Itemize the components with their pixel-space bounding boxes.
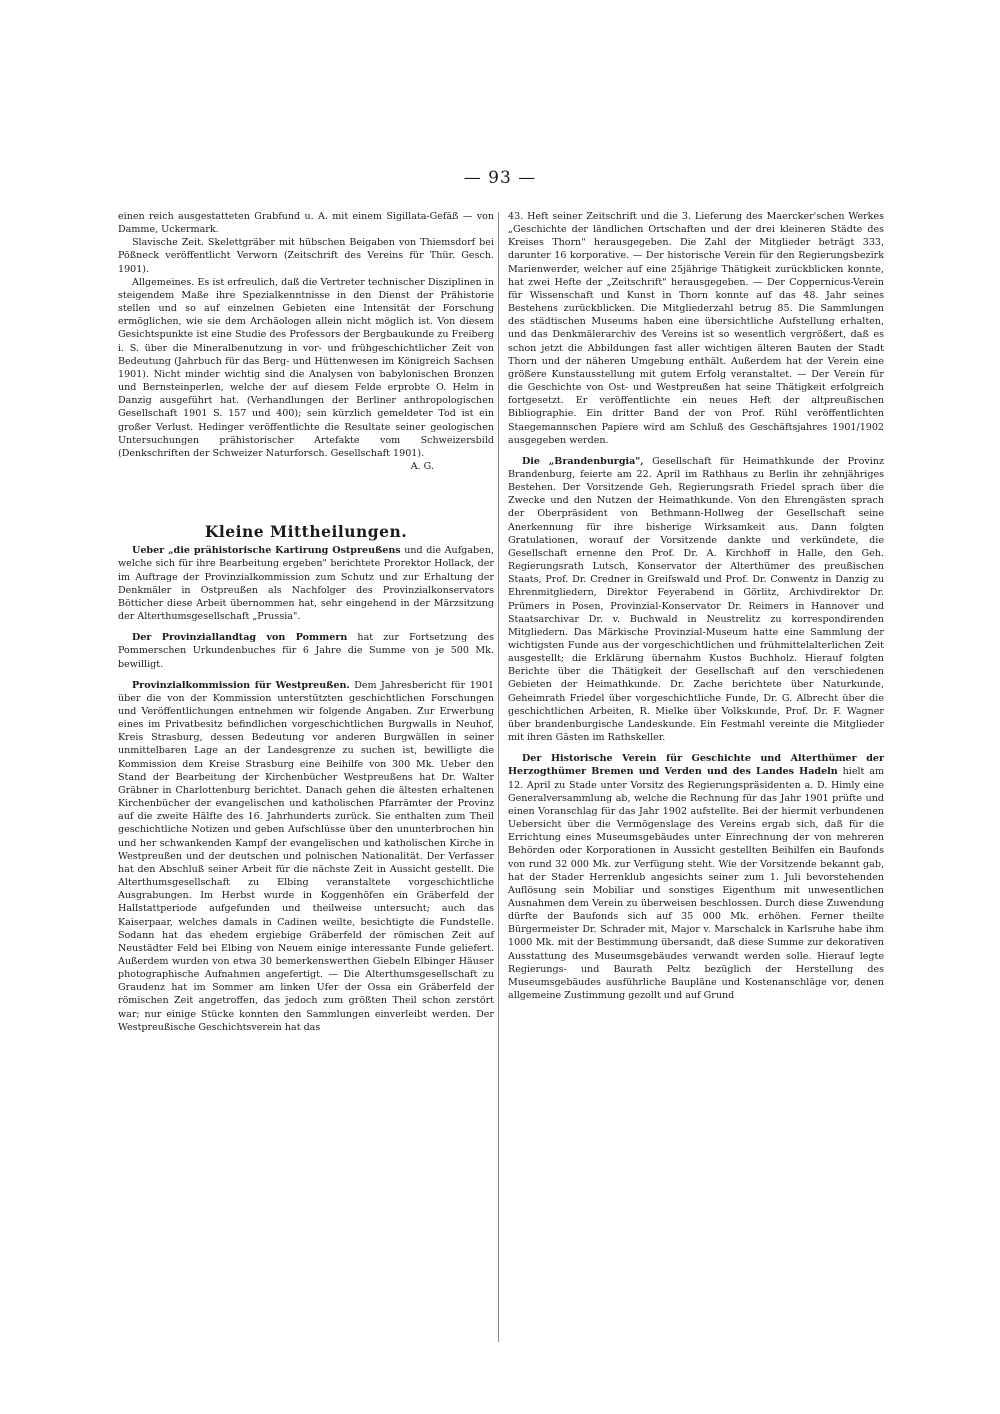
paragraph-bremen-verden: [508, 752, 884, 1002]
paragraph-pommern: [118, 631, 494, 670]
right-column: [508, 210, 884, 1002]
paragraph-kartirung-body: und die Aufgaben, welche sich für ihre Bearbeitung ergeben" berichtete Prorektor Hollack, der im Auftrage der Provinzialkommission zum Schutz und zur Erhaltung der Denkmäler in Ostpreußen als Nachfolger des Provinzialkonservators Bötticher diese Arbeit übernommen hat, sehr eingehend in der Märzsitzung der Alterthumsgesellschaft „Prussia".: [118, 545, 494, 623]
paragraph-grabfund: einen reich ausgestatteten Grabfund u. A. mit einem Sigillata-Gefäß — von Damme, Uckermark.: [118, 211, 494, 236]
paragraph-allgemeines: Allgemeines. Es ist erfreulich, daß die Vertreter technischer Disziplinen in steigendem Maße ihre Spezialkenntnisse in den Dienst der Prähistorie stellen und so auf einzelnen Gebieten eine Intensität der Forschung ermöglichen, wie sie dem Archäologen allein nicht möglich ist. Von diesem Gesichtspunkte ist eine Studie des Professors der Bergbaukunde zu Freiberg i. S. über die Mineralbenutzung in vor- und frühgeschichtlicher Zeit von Bedeutung (Jahrbuch für das Berg- und Hüttenwesen im Königreich Sachsen 1901). Nicht minder wichtig sind die Analysen von babylonischen Bronzen und Bernsteinperlen, welche der auf diesem Felde erprobte O. Helm in Danzig ausgeführt hat. (Verhandlungen der Berliner anthropologischen Gesellschaft 1901 S. 157 und 400); sein kürzlich gemeldeter Tod ist ein großer Verlust. Hedinger veröffentlichte die Resultate seiner geologischen Untersuchungen prähistorischer Artefakte vom Schweizersbild (Denkschriften der Schweizer Naturforsch. Gesellschaft 1901).: [118, 276, 494, 459]
paragraph-brandenburgia-lead: Die „Brandenburgia",: [522, 455, 644, 467]
paragraph-kartirung: [118, 544, 494, 623]
column-divider: [498, 212, 499, 1342]
paragraph-brandenburgia: [508, 455, 884, 744]
left-column: [118, 210, 494, 1034]
paragraph-kartirung-lead: Ueber „die prähistorische Kartirung Ostpreußens: [132, 545, 401, 557]
paragraph-brandenburgia-body: Gesellschaft für Heimathkunde der Provinz Brandenburg, feierte am 22. April im Rathhaus zu Berlin ihr zehnjähriges Bestehen. Der Vorsitzende Geh. Regierungsrath Friedel sprach über die Zwecke und den Nutzen der Heimathkunde. Von den Ehrengästen sprach der Oberpräsident von Bethmann-Hollweg der Gesellschaft seine Anerkennung für ihre bisherige Wirksamkeit aus. Dann folgten Gratulationen, worauf der Vorsitzende dankte und verkündete, die Gesellschaft ernenne den Prof. Dr. A. Kirchhoff in Halle, den Geh. Regierungsrath Lutsch, Konservator der Alterthümer des preußischen Staats, Prof. Dr. Credner in Greifswald und Prof. Dr. Conwentz in Danzig zu Ehrenmitgliedern, Direktor Feyerabend in Görlitz, Archivdirektor Dr. Prümers in Posen, Provinzial-Konservator Dr. Reimers in Hannover und Staatsarchivar Dr. v. Buchwald in Neustrelitz zu korrespondirenden Mitgliedern. Das Märkische Provinzial-Museum hatte eine Sammlung der wichtigsten Funde aus der vorgeschichtlichen und frühmittelalterlichen Zeit ausgestellt; die Erklärung übernahm Kustos Buchholz. Hierauf folgten Berichte über die Thätigkeit der Gesellschaft auf den verschiedenen Gebieten der Heimathkunde. Dr. Zache berichtete über Naturkunde, Geheimrath Friedel über vorgeschichtliche Funde, Dr. G. Albrecht über die geschichtlichen Arbeiten, R. Mielke über Volkskunde, Prof. Dr. F. Wagner über brandenburgische Landeskunde. Ein Festmahl vereinte die Mitglieder mit ihren Gästen im Rathskeller.: [508, 455, 884, 744]
paragraph-pommern-body: hat zur Fortsetzung des Pommerschen Urkundenbuches für 6 Jahre die Summe von je 500 Mk. bewilligt.: [118, 632, 494, 670]
paragraph-pommern-lead: Der Provinziallandtag von Pommern: [132, 632, 348, 644]
page-number: — 93 —: [463, 168, 537, 188]
paragraph-vereine: 43. Heft seiner Zeitschrift und die 3. Lieferung des Maercker'schen Werkes „Geschichte der ländlichen Ortschaften und der drei kleineren Städte des Kreises Thorn" herausgegeben. Die Zahl der Mitglieder beträgt 333, darunter 16 korporative. — Der historische Verein für den Regierungsbezirk Marienwerder, welcher auf eine 25jährige Thätigkeit zurückblicken konnte, hat zwei Hefte der „Zeitschrift" herausgegeben. — Der Coppernicus-Verein für Wissenschaft und Kunst in Thorn konnte auf das 48. Jahr seines Bestehens zurückblicken. Die Mitgliederzahl betrug 85. Die Sammlungen des städtischen Museums haben eine übersichtliche Aufstellung erhalten, und das Denkmälerarchiv des Vereins ist so wesentlich vergrößert, daß es schon jetzt die Abbildungen fast aller wichtigen älteren Bauten der Stadt Thorn und der näheren Umgebung enthält. Außerdem hat der Verein eine größere Kunstausstellung mit gutem Erfolg veranstaltet. — Der Verein für die Geschichte von Ost- und Westpreußen hat seine Thätigkeit erfolgreich fortgesetzt. Er veröffentlichte ein neues Heft der altpreußischen Bibliographie. Ein dritter Band der von Prof. Rühl veröffentlichten Staegemannschen Papiere wird am Schluß des Geschäftsjahres 1901/1902 ausgegeben werden.: [508, 211, 884, 446]
author-signature: A. G.: [410, 460, 434, 472]
section-title: Kleine Mittheilungen.: [204, 522, 408, 542]
paragraph-westpreussen: [118, 679, 494, 1034]
paragraph-westpreussen-lead: Provinzialkommission für Westpreußen.: [132, 679, 350, 691]
paragraph-westpreussen-body: Dem Jahresbericht für 1901 über die von der Kommission unterstützten geschichtlichen Forschungen und Veröffentlichungen entnehmen wir folgende Angaben. Zur Erwerbung eines im Privatbesitz befindlichen vorgeschichtlichen Burgwalls in Neuhof, Kreis Strasburg, dessen Bedeutung vor anderen Burgwällen in seiner unmittelbaren Lage an der Landesgrenze zu suchen ist, bewilligte die Kommission dem Kreise Strasburg eine Beihilfe von 300 Mk. Ueber den Stand der Bearbeitung der Kirchenbücher Westpreußens hat Dr. Walter Gräbner in Charlottenburg berichtet. Danach gehen die ältesten erhaltenen Kirchenbücher der evangelischen und katholischen Pfarrämter der Provinz auf die zweite Hälfte des 16. Jahrhunderts zurück. Sie enthalten zum Theil geschichtliche Notizen und geben Aufschlüsse über den ununterbrochen hin und her schwankenden Kampf der evangelischen und katholischen Kirche in Westpreußen und der deutschen und polnischen Nationalität. Der Verfasser hat den Abschluß seiner Arbeit für die nächste Zeit in Aussicht gestellt. Die Alterthumsgesellschaft zu Elbing veranstaltete vorgeschichtliche Ausgrabungen. Im Herbst wurde in Koggenhöfen ein Gräberfeld der Hallstattperiode aufgefunden und theilweise untersucht; auch das Kaiserpaar, welches damals in Cadinen weilte, besichtigte die Fundstelle. Sodann hat das ehedem ergiebige Gräberfeld der römischen Zeit auf Neustädter Feld bei Elbing von Neuem einige interessante Funde geliefert. Außerdem wurden von etwa 30 bemerkenswerthen Giebeln Elbinger Häuser photographische Aufnahmen angefertigt. — Die Alterthumsgesellschaft zu Graudenz hat im Sommer am linken Ufer der Ossa ein Gräberfeld der römischen Zeit angetroffen, das jedoch zum größten Theil schon zerstört war; nur einige Stücke konnten den Sammlungen einverleibt werden. Der Westpreußische Geschichtsverein hat das: [118, 679, 494, 1033]
paragraph-bremen-verden-lead: Der Historische Verein für Geschichte und Alterthümer der Herzogthümer Bremen und Verden und des Landes Hadeln: [508, 753, 884, 778]
paragraph-slavische-zeit: Slavische Zeit. Skelettgräber mit hübschen Beigaben von Thiemsdorf bei Pößneck veröffentlicht Verworn (Zeitschrift des Vereins für Thür. Gesch. 1901).: [118, 237, 494, 275]
paragraph-bremen-verden-body: hielt am 12. April zu Stade unter Vorsitz des Regierungspräsidenten a. D. Himly eine Generalversammlung ab, welche die Rechnung für das Jahr 1901 prüfte und einen Voranschlag für das Jahr 1902 aufstellte. Bei der hiermit verbundenen Uebersicht über die Vermögenslage des Vereins ergab sich, daß für die Errichtung eines Museumsgebäudes unter Einrechnung der von mehreren Behörden oder Korporationen in Aussicht gestellten Beihilfen ein Baufonds von rund 32 000 Mk. zur Verfügung steht. Wie der Vorsitzende bekannt gab, hat der Stader Herrenklub angesichts seiner zum 1. Juli bevorstehenden Auflösung sein Mobiliar und sonstiges Eigenthum mit unwesentlichen Ausnahmen dem Verein zu überweisen beschlossen. Durch diese Zuwendung dürfte der Baufonds sich auf 35 000 Mk. erhöhen. Ferner theilte Bürgermeister Dr. Schrader mit, Major v. Marschalck in Karlsruhe habe ihm 1000 Mk. mit der Bestimmung übersandt, daß diese Summe zur dekorativen Ausstattung des Museumsgebäudes verwandt werden solle. Hierauf legte Regierungs- und Baurath Peltz bezüglich der Herstellung des Museumsgebäudes ausführliche Baupläne und Kostenanschläge vor, denen allgemeine Zustimmung gezollt und auf Grund: [508, 766, 884, 1002]
